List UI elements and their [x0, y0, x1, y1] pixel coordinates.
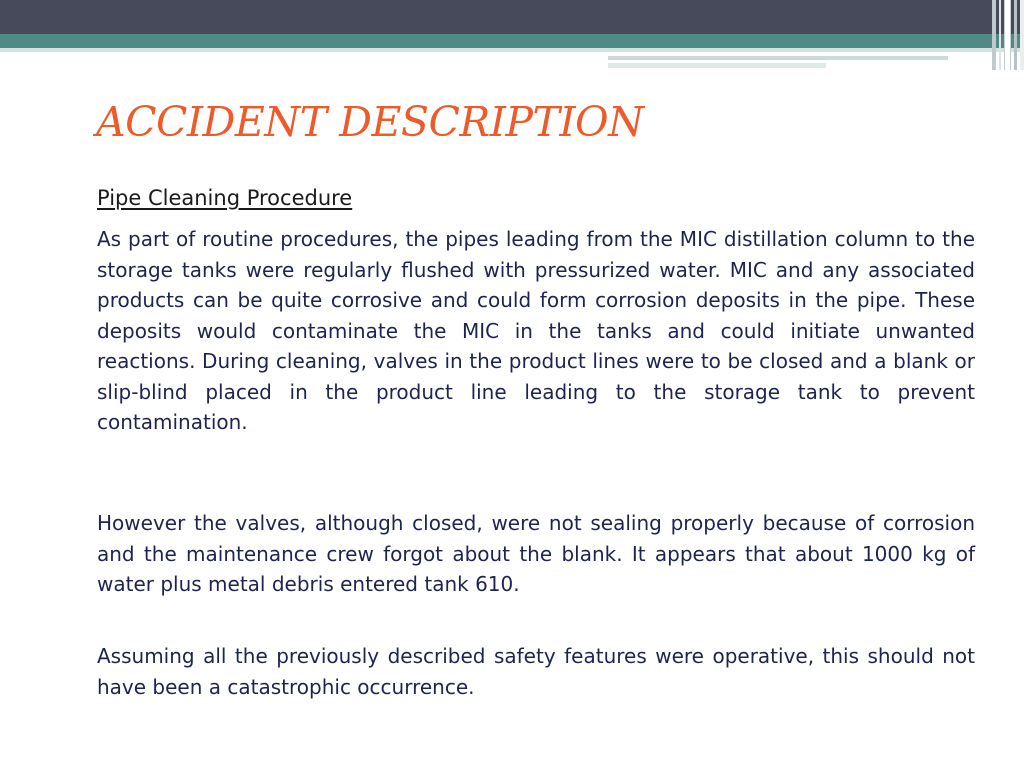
body-paragraph: However the valves, although closed, were not sealing properly because of corrosion and the maintenance crew forgot about the blank. It appears that about 1000 kg of water plus metal debris entered tank 610.	[97, 511, 975, 596]
body-paragraph: Assuming all the previously described safety features were operative, this should not have been a catastrophic occurrence.	[97, 644, 975, 699]
stripe	[1020, 0, 1024, 70]
header-dark-band	[0, 0, 1024, 34]
header-vertical-stripes	[988, 0, 1024, 70]
header-accent-line	[608, 56, 948, 60]
header-accent-line-short	[608, 63, 826, 68]
stripe	[1014, 0, 1017, 70]
header-teal-band	[0, 34, 1024, 48]
slide-title: ACCIDENT DESCRIPTION	[96, 98, 644, 146]
header-teal-light-band	[0, 48, 1024, 52]
section-heading: Pipe Cleaning Procedure	[97, 186, 353, 210]
stripe	[1004, 0, 1011, 70]
body-paragraph: As part of routine procedures, the pipes leading from the MIC distillation column to the storage tanks were regularly flushed with pressurized water. MIC and any associated products can be quite corrosive and could form corrosion deposits in the pipe. These deposits would contaminate the MIC in the tanks and could initiate unwanted reactions. During cleaning, valves in the product lines were to be closed and a blank or slip-blind placed in the product line leading to the storage tank to prevent contamination.	[97, 227, 975, 434]
stripe	[992, 0, 996, 70]
stripe	[999, 0, 1001, 70]
